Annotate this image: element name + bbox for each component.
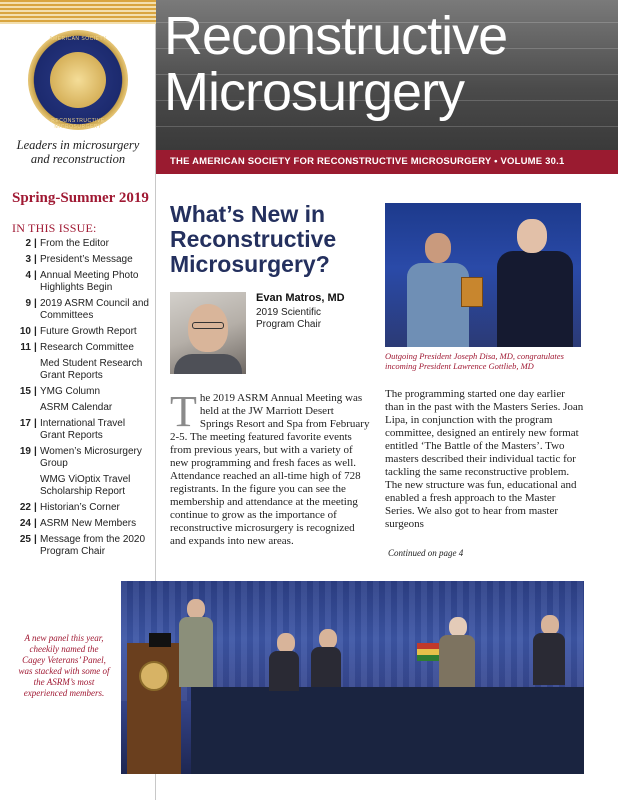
- bottom-photo-caption: A new panel this year, cheekily named the Cagey Veterans’ Panel, was stacked with some of the ASRM’s most experienced members.: [18, 633, 110, 698]
- toc-item[interactable]: 19 | Women’s Microsurgery Group: [19, 446, 142, 469]
- toc-item[interactable]: 2 | From the Editor: [25, 238, 109, 249]
- society-band: [156, 150, 618, 174]
- article-body-right: The programming started one day earlier than in the past with the Masters Series. Joan Lipa, in conjunction with the program committee, designed an entirely new format entitled ‘The Battle of the Masters’. Two masters described their individual tactic for tackling the same reconstructive problem. The new structure was fun, educational and enabled a fresh approach to the Master Series. We also got to hear from master surgeons: [385, 388, 584, 530]
- title-line-2: Microsurgery: [164, 62, 465, 122]
- seal-emblem: [50, 52, 106, 108]
- author-photo: [170, 292, 246, 374]
- in-this-issue-heading: IN THIS ISSUE:: [12, 221, 97, 235]
- presidents-photo-caption: Outgoing President Joseph Disa, MD, congratulates incoming President Lawrence Gottlieb, MD: [385, 351, 564, 371]
- tagline: Leaders in microsurgery and reconstruction: [16, 138, 140, 166]
- article-body-left: [170, 387, 370, 548]
- society-volume-text: THE AMERICAN SOCIETY FOR RECONSTRUCTIVE MICROSURGERY • VOLUME 30.1: [170, 156, 565, 167]
- table-of-contents: [8, 238, 152, 562]
- masthead: [156, 0, 618, 150]
- toc-item[interactable]: 10 | Future Growth Report: [19, 326, 137, 337]
- presidents-photo: [385, 203, 581, 347]
- award-plaque: [461, 277, 483, 307]
- author-role: 2019 Scientific Program Chair: [256, 307, 322, 330]
- drop-cap: T: [170, 387, 197, 436]
- toc-item[interactable]: WMG ViOptix Travel Scholarship Report: [40, 474, 131, 497]
- newsletter-title: [164, 8, 507, 120]
- toc-item[interactable]: ASRM Calendar: [40, 402, 113, 413]
- gold-stripes: [0, 0, 156, 24]
- seal-text-top: AMERICAN SOCIETY: [49, 36, 107, 42]
- author-name: Evan Matros, MD: [256, 292, 345, 304]
- toc-item[interactable]: 4 | Annual Meeting Photo Highlights Begin: [25, 270, 139, 293]
- toc-item[interactable]: 3 | President’s Message: [25, 254, 133, 265]
- title-line-1: Reconstructive: [164, 6, 508, 66]
- toc-item[interactable]: 17 | International Travel Grant Reports: [19, 418, 126, 441]
- body-left-text: he 2019 ASRM Annual Meeting was held at the JW Marriott Desert Springs Resort and Spa from February 2-5. The meeting featured favorite events from previous years, but with a variety of new programming and fresh faces as well. Attendance reached an all-time high of 728 registrants. In the figure you can see the membership and attendance at the meeting continue to grow as the importance of reconstructive microsurgery is recognized and expands into new areas.: [170, 392, 370, 547]
- continued-note: Continued on page 4: [388, 548, 464, 558]
- toc-item[interactable]: 11 | Research Committee: [20, 342, 134, 353]
- podium: [127, 643, 181, 774]
- panel-photo: [121, 581, 584, 774]
- panel-table: [191, 687, 584, 774]
- issue-season: Spring-Summer 2019: [12, 190, 149, 206]
- toc-item[interactable]: 9 | 2019 ASRM Council and Committees: [25, 298, 149, 321]
- seal-text-bottom: RECONSTRUCTIVE MICROSURGERY: [51, 118, 105, 130]
- toc-item[interactable]: 25 | Message from the 2020 Program Chair: [19, 534, 146, 557]
- society-seal-logo: [28, 30, 128, 130]
- toc-item[interactable]: Med Student Research Grant Reports: [40, 358, 143, 381]
- toc-item[interactable]: 22 | Historian’s Corner: [19, 502, 120, 513]
- toc-item[interactable]: 24 | ASRM New Members: [19, 518, 137, 529]
- toc-item[interactable]: 15 | YMG Column: [19, 386, 101, 397]
- article-headline: What’s New in Reconstructive Microsurgery?: [170, 201, 337, 277]
